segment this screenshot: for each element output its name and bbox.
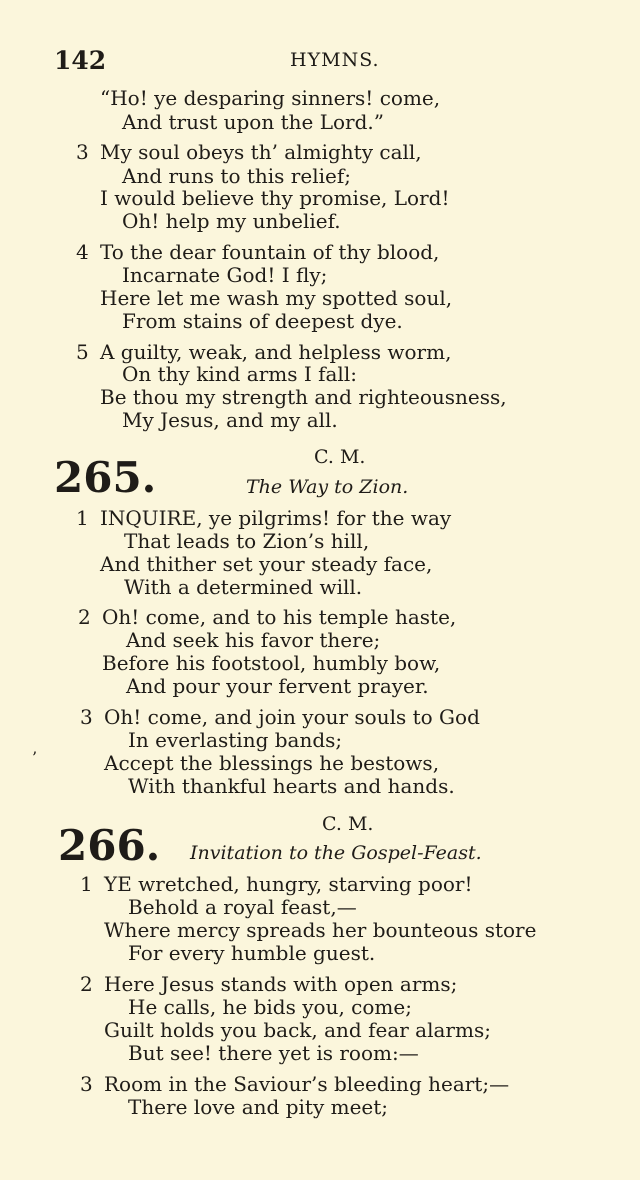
- hymn-line: He calls, he bids you, come;: [128, 995, 412, 1019]
- hymn-line: And thither set your steady face,: [100, 552, 433, 576]
- hymn-line: Here Jesus stands with open arms;: [104, 972, 458, 996]
- verse-number: 1: [76, 506, 89, 530]
- hymn-line: Oh! come, and join your souls to God: [104, 705, 480, 729]
- hymn-line: A guilty, weak, and helpless worm,: [100, 340, 452, 364]
- verse-number: 2: [80, 972, 93, 996]
- hymn-line: And seek his favor there;: [126, 628, 381, 652]
- hymn-line: With a determined will.: [124, 575, 363, 599]
- hymn-line: Room in the Saviour’s bleeding heart;—: [104, 1072, 510, 1096]
- hymn-line: For every humble guest.: [128, 941, 376, 965]
- hymn-line: And trust upon the Lord.”: [122, 110, 384, 134]
- hymn-number: 266.: [58, 821, 161, 870]
- hymn-line: Incarnate God! I fly;: [122, 263, 328, 287]
- hymn-line: Oh! help my unbelief.: [122, 209, 341, 233]
- hymn-line: On thy kind arms I fall:: [122, 362, 357, 386]
- verse-number: 4: [76, 240, 89, 264]
- hymn-title: Invitation to the Gospel-Feast.: [190, 842, 482, 864]
- hymn-line: But see! there yet is room:—: [128, 1041, 419, 1065]
- hymn-line: Where mercy spreads her bounteous store: [104, 918, 537, 942]
- hymn-line: Be thou my strength and righteousness,: [100, 385, 507, 409]
- hymn-line: In everlasting bands;: [128, 728, 343, 752]
- hymn-line: That leads to Zion’s hill,: [124, 529, 370, 553]
- hymn-line: With thankful hearts and hands.: [128, 774, 455, 798]
- hymn-title: The Way to Zion.: [246, 476, 409, 498]
- hymn-line: Behold a royal feast,—: [128, 895, 357, 919]
- hymn-line: There love and pity meet;: [128, 1095, 389, 1119]
- hymn-line: YE wretched, hungry, starving poor!: [104, 872, 473, 896]
- hymn-line: And runs to this relief;: [122, 164, 351, 188]
- page-header: [54, 46, 580, 76]
- hymn-meter: C. M.: [314, 446, 366, 468]
- hymn-line: My Jesus, and my all.: [122, 408, 338, 432]
- hymn-line: “Ho! ye desparing sinners! come,: [100, 86, 441, 110]
- hymn-line: And pour your fervent prayer.: [126, 674, 429, 698]
- hymn-line: To the dear fountain of thy blood,: [100, 240, 440, 264]
- hymn-line: Accept the blessings he bestows,: [104, 751, 440, 775]
- hymn-line: From stains of deepest dye.: [122, 309, 403, 333]
- verse-number: 1: [80, 872, 93, 896]
- verse-number: 5: [76, 340, 89, 364]
- page-number: 142: [54, 46, 107, 75]
- verse-number: 3: [80, 705, 93, 729]
- hymn-number: 265.: [54, 453, 157, 502]
- verse-number: 3: [80, 1072, 93, 1096]
- hymn-line: Oh! come, and to his temple haste,: [102, 605, 457, 629]
- running-title: HYMNS.: [290, 49, 380, 71]
- hymn-line: INQUIRE, ye pilgrims! for the way: [100, 506, 452, 530]
- ink-speck: ’: [32, 748, 38, 767]
- verse-number: 2: [78, 605, 91, 629]
- hymn-line: I would believe thy promise, Lord!: [100, 186, 450, 210]
- hymn-line: My soul obeys th’ almighty call,: [100, 140, 422, 164]
- hymn-line: Before his footstool, humbly bow,: [102, 651, 441, 675]
- hymn-line: Here let me wash my spotted soul,: [100, 286, 453, 310]
- hymn-meter: C. M.: [322, 813, 374, 835]
- verse-number: 3: [76, 140, 89, 164]
- hymn-line: Guilt holds you back, and fear alarms;: [104, 1018, 491, 1042]
